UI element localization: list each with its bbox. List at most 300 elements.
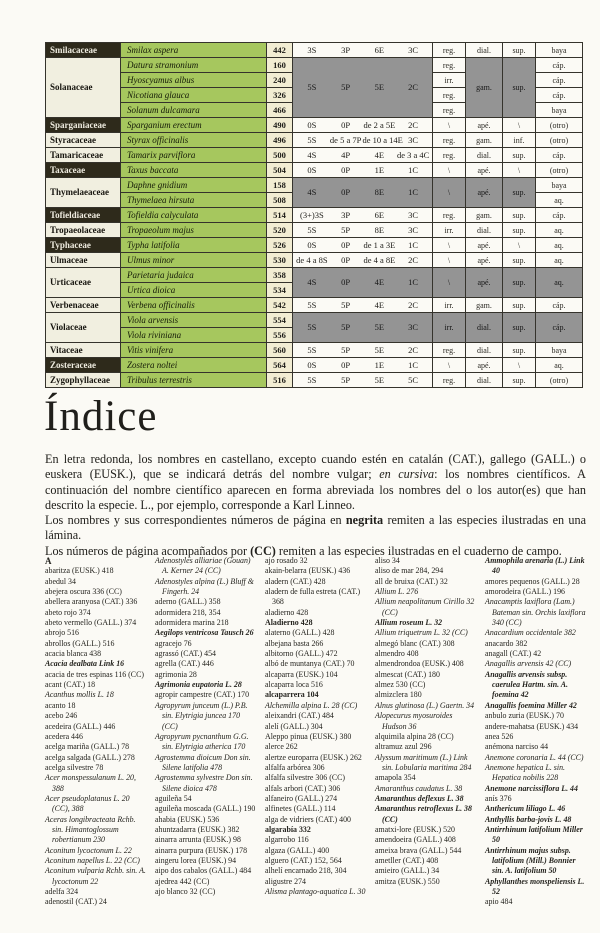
family-cell: Zosteraceae bbox=[46, 358, 121, 373]
index-entry: amores pequenos (GALL.) 28 bbox=[485, 576, 580, 586]
symmetry-cell: \ bbox=[433, 163, 466, 178]
index-entry: Amaranthus deflexus L. 38 bbox=[375, 793, 464, 803]
table-row bbox=[46, 298, 583, 313]
species-name-cell: Smilax aspera bbox=[121, 43, 267, 58]
intro-paragraph bbox=[45, 452, 586, 513]
fruit-cell: cáp. bbox=[536, 208, 583, 223]
intro-text-run: remiten a las especies ilustradas en el cuaderno de campo. bbox=[275, 543, 562, 558]
fruit-cell: cáp. bbox=[536, 88, 583, 103]
index-entry: amitza (EUSK.) 550 bbox=[375, 876, 440, 886]
floral-e-value: 1E bbox=[374, 359, 385, 370]
floral-c-value: 1C bbox=[408, 239, 419, 250]
index-entry: acelga salgada (GALL.) 278 bbox=[45, 752, 135, 762]
index-entry: aladern (CAT.) 428 bbox=[265, 576, 326, 586]
floral-c-value: 1C bbox=[408, 359, 419, 370]
page-number-cell: 500 bbox=[267, 148, 293, 163]
floral-formula-cell bbox=[293, 208, 433, 223]
index-entry: all de bruixa (CAT.) 32 bbox=[375, 576, 448, 586]
index-entry: Anemone hepatica L. sin. Hepatica nobilis 228 bbox=[485, 762, 565, 783]
floral-c-value: 2C bbox=[408, 119, 419, 130]
ovary-cell: sup. bbox=[503, 223, 536, 238]
floral-p-value: 5P bbox=[341, 322, 351, 332]
index-entry: almescat (CAT.) 180 bbox=[375, 669, 440, 679]
floral-p-value: 5P bbox=[341, 82, 351, 92]
floral-c-value: 1C bbox=[408, 277, 419, 287]
floral-c-value: 2C bbox=[408, 254, 419, 265]
index-entry: abeto vermello (GALL.) 374 bbox=[45, 618, 137, 628]
index-intro bbox=[45, 452, 586, 559]
family-cell: Tropaeolaceae bbox=[46, 223, 121, 238]
index-entry: Anemone coronaria L. 44 (CC) bbox=[485, 752, 584, 762]
corolla-cell: apé. bbox=[466, 268, 503, 298]
floral-p-value: de 5 a 7P bbox=[329, 134, 362, 145]
index-entry: Agropyrum pycnanthum G.G. sin. Elytrigia atherica 170 bbox=[155, 731, 249, 752]
index-entry: alertze europarra (EUSK.) 262 bbox=[265, 752, 362, 762]
floral-c-value: 2C bbox=[408, 344, 419, 355]
symmetry-cell: reg. bbox=[433, 58, 466, 73]
corolla-cell: apé. bbox=[466, 238, 503, 253]
index-entry: alfalfa silvestre 306 (CC) bbox=[265, 773, 345, 783]
index-entry: Aconitum vulparia Rchb. sin. A. lycoctonum 22 bbox=[45, 866, 146, 886]
floral-p-value: 0P bbox=[341, 239, 351, 250]
family-cell: Sparganiaceae bbox=[46, 118, 121, 133]
index-entry: aderno (GALL.) 358 bbox=[155, 597, 221, 607]
index-entry: aliso de mar 284, 294 bbox=[375, 566, 444, 576]
index-entry: Amaranthus caudatus L. 38 bbox=[375, 783, 463, 793]
page-number-cell: 554 bbox=[267, 313, 293, 328]
page-number-cell: 240 bbox=[267, 73, 293, 88]
floral-s-value: 0S bbox=[307, 119, 317, 130]
index-entry: acedeira (GALL.) 446 bbox=[45, 721, 116, 731]
families-table-wrap bbox=[45, 42, 582, 388]
floral-e-value: 6E bbox=[374, 44, 385, 55]
corolla-cell: apé. bbox=[466, 118, 503, 133]
floral-s-value: 5S bbox=[307, 224, 317, 235]
floral-s-value: 0S bbox=[307, 359, 317, 370]
corolla-cell: apé. bbox=[466, 163, 503, 178]
index-entry: algaza (GALL.) 400 bbox=[265, 845, 330, 855]
index-entry: aliso 34 bbox=[375, 556, 400, 565]
floral-formula-cell bbox=[293, 163, 433, 178]
index-entry: alaterno (GALL.) 428 bbox=[265, 628, 335, 638]
fruit-cell: baya bbox=[536, 178, 583, 193]
symmetry-cell: \ bbox=[433, 268, 466, 298]
index-column-4 bbox=[375, 556, 477, 887]
index-entry: adenostil (CAT.) 24 bbox=[45, 897, 107, 907]
ovary-cell: sup. bbox=[503, 148, 536, 163]
intro-paragraph bbox=[45, 513, 586, 544]
floral-formula-cell bbox=[293, 238, 433, 253]
floral-s-value: 5S bbox=[307, 299, 317, 310]
ovary-cell: sup. bbox=[503, 343, 536, 358]
index-entry: abellera aranyosa (CAT.) 336 bbox=[45, 597, 138, 607]
family-cell: Tofieldiaceae bbox=[46, 208, 121, 223]
index-entry: anagall (CAT.) 42 bbox=[485, 649, 542, 659]
page-number-cell: 514 bbox=[267, 208, 293, 223]
floral-formula-cell bbox=[293, 178, 433, 208]
ovary-cell: sup. bbox=[503, 268, 536, 298]
species-name-cell: Solanum dulcamara bbox=[121, 103, 267, 118]
corolla-cell: dial. bbox=[466, 313, 503, 343]
symmetry-cell: reg. bbox=[433, 343, 466, 358]
index-entry: Anacardium occidentale 382 bbox=[485, 628, 576, 638]
intro-text-run: en cursiva bbox=[379, 467, 435, 482]
index-entry: acacia blanca 438 bbox=[45, 649, 102, 659]
floral-s-value: de 4 a 8S bbox=[296, 254, 328, 265]
symmetry-cell: \ bbox=[433, 178, 466, 208]
floral-c-value: 3C bbox=[408, 44, 419, 55]
floral-s-value: 5S bbox=[307, 322, 317, 332]
symmetry-cell: reg. bbox=[433, 373, 466, 388]
symmetry-cell: \ bbox=[433, 118, 466, 133]
index-entry: Aconitum lycoctonum L. 22 bbox=[45, 845, 132, 855]
floral-formula-cell bbox=[293, 268, 433, 298]
index-entry: aligustre 274 bbox=[265, 876, 306, 886]
symmetry-cell: irr. bbox=[433, 73, 466, 88]
index-column-5 bbox=[485, 556, 587, 908]
species-name-cell: Thymelaea hirsuta bbox=[121, 193, 267, 208]
family-cell: Typhaceae bbox=[46, 238, 121, 253]
index-entry: Allium triquetrum L. 32 (CC) bbox=[375, 628, 468, 638]
species-name-cell: Tropaeolum majus bbox=[121, 223, 267, 238]
floral-e-value: 4E bbox=[374, 299, 385, 310]
index-entry: abrollos (GALL.) 516 bbox=[45, 638, 115, 648]
corolla-cell: dial. bbox=[466, 148, 503, 163]
species-name-cell: Parietaria judaica bbox=[121, 268, 267, 283]
index-entry: ainarra purpura (EUSK.) 178 bbox=[155, 845, 248, 855]
floral-c-value: 2C bbox=[408, 82, 419, 92]
floral-s-value: 5S bbox=[307, 134, 317, 145]
index-entry: Anemone narcissiflora L. 44 bbox=[485, 783, 578, 793]
symmetry-cell: irr. bbox=[433, 223, 466, 238]
species-name-cell: Verbena officinalis bbox=[121, 298, 267, 313]
intro-text-run: Los números de página acompañados por bbox=[45, 543, 251, 558]
index-entry: albó de muntanya (CAT.) 70 bbox=[265, 659, 355, 669]
index-entry: alfals arbori (CAT.) 306 bbox=[265, 783, 341, 793]
index-column-3 bbox=[265, 556, 367, 897]
fruit-cell: aq. bbox=[536, 268, 583, 298]
floral-e-value: 1E bbox=[374, 164, 385, 175]
intro-text-run: Los nombres y sus correspondientes números de página en bbox=[45, 513, 346, 528]
intro-text-run: : los nombres científicos. A continuación del nombre científico aparecen en forma abreviada los nombres del o los autor(es) que han descrito la especie. L., por ejemplo, corresponde a Karl Linneo. bbox=[45, 467, 586, 512]
index-entry: akain-belarra (EUSK.) 436 bbox=[265, 566, 351, 576]
floral-c-value: 3C bbox=[408, 224, 419, 235]
floral-p-value: 3P bbox=[341, 44, 351, 55]
index-entry: anea 526 bbox=[485, 731, 514, 741]
floral-s-value: 4S bbox=[307, 277, 317, 287]
index-entry: abejera oscura 336 (CC) bbox=[45, 587, 122, 597]
index-entry: agrassó (CAT.) 454 bbox=[155, 649, 216, 659]
floral-p-value: 5P bbox=[341, 299, 351, 310]
index-entry: Alnus glutinosa (L.) Gaertn. 34 bbox=[375, 700, 475, 710]
table-row bbox=[46, 133, 583, 148]
index-entry: Agrostemma sylvestre Don sin. Silene dioica 478 bbox=[155, 773, 253, 793]
family-cell: Urticaceae bbox=[46, 268, 121, 298]
family-cell: Verbenaceae bbox=[46, 298, 121, 313]
index-entry: Aconitum napellus L. 22 (CC) bbox=[45, 855, 140, 865]
index-entry: alerce 262 bbox=[265, 742, 298, 752]
index-entry: ajedrea 442 (CC) bbox=[155, 876, 210, 886]
corolla-cell: apé. bbox=[466, 358, 503, 373]
index-entry: alcaparra (EUSK.) 104 bbox=[265, 669, 338, 679]
page-number-cell: 504 bbox=[267, 163, 293, 178]
index-entry: Anthericum liliago L. 46 bbox=[485, 804, 566, 814]
ovary-cell: sup. bbox=[503, 298, 536, 313]
fruit-cell: cáp. bbox=[536, 313, 583, 343]
floral-p-value: 0P bbox=[341, 359, 351, 370]
families-table-body bbox=[46, 43, 583, 388]
floral-s-value: 5S bbox=[307, 344, 317, 355]
floral-p-value: 5P bbox=[341, 344, 351, 355]
page-number-cell: 466 bbox=[267, 103, 293, 118]
fruit-cell: (otro) bbox=[536, 373, 583, 388]
index-entry: acelga silvestre 78 bbox=[45, 762, 104, 772]
floral-s-value: 4S bbox=[307, 149, 317, 160]
page-number-cell: 496 bbox=[267, 133, 293, 148]
table-row bbox=[46, 223, 583, 238]
table-row bbox=[46, 238, 583, 253]
ovary-cell: \ bbox=[503, 358, 536, 373]
fruit-cell: baya bbox=[536, 43, 583, 58]
floral-c-value: 1C bbox=[408, 164, 419, 175]
index-entry: Anthyllis barba-jovis L. 48 bbox=[485, 814, 572, 824]
floral-e-value: 6E bbox=[374, 209, 385, 220]
floral-p-value: 5P bbox=[341, 374, 351, 385]
families-table bbox=[45, 42, 583, 388]
floral-c-value: 2C bbox=[408, 299, 419, 310]
page-number-cell: 534 bbox=[267, 283, 293, 298]
index-entry: Aladierno 428 bbox=[265, 618, 313, 628]
index-entry: acebo 246 bbox=[45, 711, 78, 721]
floral-formula-cell bbox=[293, 253, 433, 268]
index-entry: Acer monspessulanum L. 20, 388 bbox=[45, 773, 136, 793]
index-entry: almegó blanc (CAT.) 308 bbox=[375, 638, 455, 648]
fruit-cell: aq. bbox=[536, 238, 583, 253]
floral-formula-cell bbox=[293, 58, 433, 118]
index-columns bbox=[45, 556, 587, 908]
index-entry: Aceras longibracteata Rchb. sin. Himantoglossum robertianum 230 bbox=[45, 814, 136, 845]
index-entry: anémona narciso 44 bbox=[485, 742, 549, 752]
family-cell: Smilacaceae bbox=[46, 43, 121, 58]
index-column-1 bbox=[45, 556, 147, 908]
floral-formula-cell bbox=[293, 118, 433, 133]
species-name-cell: Styrax officinalis bbox=[121, 133, 267, 148]
index-entry: agrella (CAT.) 446 bbox=[155, 659, 214, 669]
symmetry-cell: irr. bbox=[433, 313, 466, 343]
family-cell: Tamaricaceae bbox=[46, 148, 121, 163]
index-entry: ametller (CAT.) 408 bbox=[375, 855, 439, 865]
page-number-cell: 560 bbox=[267, 343, 293, 358]
fruit-cell: aq. bbox=[536, 223, 583, 238]
index-entry: Anacamptis laxiflora (Lam.) Bateman sin. Orchis laxiflora 340 (CC) bbox=[485, 597, 586, 628]
symmetry-cell: irr. bbox=[433, 298, 466, 313]
ovary-cell: sup. bbox=[503, 208, 536, 223]
floral-p-value: 5P bbox=[341, 224, 351, 235]
ovary-cell: sup. bbox=[503, 178, 536, 208]
floral-formula-cell bbox=[293, 358, 433, 373]
corolla-cell: dial. bbox=[466, 373, 503, 388]
family-cell: Zygophyllaceae bbox=[46, 373, 121, 388]
index-entry: abedul 34 bbox=[45, 576, 76, 586]
index-entry: adormidera marina 218 bbox=[155, 618, 229, 628]
index-entry: ahabia (EUSK.) 536 bbox=[155, 814, 220, 824]
index-entry: Acacia dealbata Link 16 bbox=[45, 659, 125, 669]
species-name-cell: Viola riviniana bbox=[121, 328, 267, 343]
index-entry: aleixandri (CAT.) 484 bbox=[265, 711, 334, 721]
symmetry-cell: reg. bbox=[433, 103, 466, 118]
family-cell: Ulmaceae bbox=[46, 253, 121, 268]
index-entry: almizclera 180 bbox=[375, 690, 422, 700]
index-entry: abaritza (EUSK.) 418 bbox=[45, 566, 114, 576]
symmetry-cell: reg. bbox=[433, 88, 466, 103]
symmetry-cell: \ bbox=[433, 253, 466, 268]
index-entry: alquimila alpina 28 (CC) bbox=[375, 731, 454, 741]
index-entry: alelí (GALL.) 304 bbox=[265, 721, 323, 731]
floral-s-value: 0S bbox=[307, 239, 317, 250]
index-entry: Adenostyles alliariae (Gouan) A. Kerner 24 (CC) bbox=[155, 556, 251, 576]
fruit-cell: aq. bbox=[536, 253, 583, 268]
index-entry: acacia de tres espinas 116 (CC) bbox=[45, 669, 144, 679]
index-entry: adormidera 218, 354 bbox=[155, 607, 221, 617]
floral-s-value: 4S bbox=[307, 187, 317, 197]
index-entry: Amaranthus retroflexus L. 38 (CC) bbox=[375, 804, 472, 824]
species-name-cell: Vitis vinifera bbox=[121, 343, 267, 358]
floral-s-value: (3+)3S bbox=[300, 209, 324, 220]
floral-e-value: 8E bbox=[374, 224, 385, 235]
index-entry: acant (CAT.) 18 bbox=[45, 680, 96, 690]
index-entry: alhelí encarnado 218, 304 bbox=[265, 866, 347, 876]
index-entry: apio 484 bbox=[485, 897, 513, 907]
index-entry: amorodeira (GALL.) 196 bbox=[485, 587, 565, 597]
index-entry: anbulo zuria (EUSK.) 70 bbox=[485, 711, 564, 721]
page-number-cell: 358 bbox=[267, 268, 293, 283]
table-row bbox=[46, 343, 583, 358]
index-entry: Alopecurus myosuroides Hudson 36 bbox=[375, 711, 453, 731]
index-entry: alcaparra loca 516 bbox=[265, 680, 323, 690]
index-entry: Agrostemma dioicum Don sin. Silene latifolia 478 bbox=[155, 752, 251, 772]
floral-p-value: 0P bbox=[341, 164, 351, 175]
index-entry: almez 530 (CC) bbox=[375, 680, 426, 690]
table-row bbox=[46, 208, 583, 223]
index-entry: Acanthus mollis L. 18 bbox=[45, 690, 114, 700]
species-name-cell: Viola arvensis bbox=[121, 313, 267, 328]
index-entry: Acer pseudoplatanus L. 20 (CC), 388 bbox=[45, 793, 130, 814]
floral-p-value: 0P bbox=[341, 187, 351, 197]
table-row bbox=[46, 373, 583, 388]
symmetry-cell: reg. bbox=[433, 208, 466, 223]
index-entry: aladern de fulla estreta (CAT.) 368 bbox=[265, 587, 361, 607]
index-title: Índice bbox=[44, 393, 158, 440]
fruit-cell: cáp. bbox=[536, 148, 583, 163]
index-entry: abeto rojo 374 bbox=[45, 607, 91, 617]
index-entry: alga de vidriers (CAT.) 400 bbox=[265, 814, 351, 824]
floral-e-value: 5E bbox=[374, 82, 385, 92]
ovary-cell: \ bbox=[503, 118, 536, 133]
index-entry: aladierno 428 bbox=[265, 607, 309, 617]
intro-text-run: (CC) bbox=[250, 543, 276, 558]
index-entry: amendoeira (GALL.) 408 bbox=[375, 835, 456, 845]
fruit-cell: baya bbox=[536, 103, 583, 118]
fruit-cell: (otro) bbox=[536, 133, 583, 148]
symmetry-cell: \ bbox=[433, 358, 466, 373]
index-entry: adelfa 324 bbox=[45, 887, 79, 896]
corolla-cell: gam. bbox=[466, 58, 503, 118]
index-entry: ajo blanco 32 (CC) bbox=[155, 887, 216, 896]
index-entry: aguileña 54 bbox=[155, 793, 192, 803]
species-name-cell: Daphne gnidium bbox=[121, 178, 267, 193]
fruit-cell: baya bbox=[536, 343, 583, 358]
index-column-2 bbox=[155, 556, 257, 897]
table-row bbox=[46, 163, 583, 178]
floral-c-value: 1C bbox=[408, 187, 419, 197]
table-row bbox=[46, 268, 583, 283]
floral-c-value: de 3 a 4C bbox=[396, 149, 430, 160]
species-name-cell: Sparganium erectum bbox=[121, 118, 267, 133]
index-entry: Agrimonia eupatoria L. 28 bbox=[155, 680, 242, 690]
fruit-cell: aq. bbox=[536, 358, 583, 373]
index-entry: Anagallis foemina Miller 42 bbox=[485, 700, 577, 710]
index-entry: Alyssum maritimum (L.) Link sin. Lobularia maritima 284 bbox=[375, 752, 472, 772]
index-entry: agracejo 76 bbox=[155, 638, 192, 648]
page-number-cell: 530 bbox=[267, 253, 293, 268]
ovary-cell: inf. bbox=[503, 133, 536, 148]
table-row bbox=[46, 178, 583, 193]
index-entry: abrojo 516 bbox=[45, 628, 79, 638]
symmetry-cell: reg. bbox=[433, 133, 466, 148]
index-entry: Adenostyles alpina (L.) Bluff & Fingerh. 24 bbox=[155, 576, 254, 597]
index-entry: acedera 446 bbox=[45, 731, 83, 741]
floral-e-value: 8E bbox=[374, 187, 385, 197]
floral-p-value: 3P bbox=[341, 209, 351, 220]
index-letter-header: A bbox=[45, 556, 52, 566]
index-entry: algarrobo 116 bbox=[265, 835, 309, 845]
floral-s-value: 5S bbox=[307, 374, 317, 385]
index-entry: alguero (CAT.) 152, 564 bbox=[265, 855, 342, 865]
family-cell: Vitaceae bbox=[46, 343, 121, 358]
floral-formula-cell bbox=[293, 343, 433, 358]
species-name-cell: Nicotiana glauca bbox=[121, 88, 267, 103]
index-entry: almendro 408 bbox=[375, 649, 419, 659]
index-entry: Aleppo pinua (EUSK.) 380 bbox=[265, 731, 352, 741]
species-name-cell: Tofieldia calyculata bbox=[121, 208, 267, 223]
ovary-cell: \ bbox=[503, 238, 536, 253]
fruit-cell: (otro) bbox=[536, 118, 583, 133]
ovary-cell: sup. bbox=[503, 253, 536, 268]
page-number-cell: 564 bbox=[267, 358, 293, 373]
index-entry: andere-mahatsa (EUSK.) 434 bbox=[485, 721, 579, 731]
page-number-cell: 526 bbox=[267, 238, 293, 253]
page-number-cell: 160 bbox=[267, 58, 293, 73]
floral-formula-cell bbox=[293, 133, 433, 148]
symmetry-cell: reg. bbox=[433, 43, 466, 58]
floral-c-value: 3C bbox=[408, 134, 419, 145]
floral-formula-cell bbox=[293, 43, 433, 58]
intro-text-run: En letra redonda, los nombres en castellano, excepto cuando estén en catalán (CAT.), gallego (GALL.) o euskera (EUSK.), que se indicará detrás del nombre vulgar; bbox=[45, 452, 586, 482]
floral-e-value: de 4 a 8E bbox=[363, 254, 396, 265]
species-name-cell: Tribulus terrestris bbox=[121, 373, 267, 388]
page-number-cell: 520 bbox=[267, 223, 293, 238]
index-entry: Anagallis arvensis 42 (CC) bbox=[485, 659, 572, 669]
index-entry: amatxi-lore (EUSK.) 520 bbox=[375, 824, 455, 834]
index-entry: amapola 354 bbox=[375, 773, 416, 783]
fruit-cell: cáp. bbox=[536, 298, 583, 313]
index-entry: alfinetes (GALL.) 114 bbox=[265, 804, 336, 814]
family-cell: Styracaceae bbox=[46, 133, 121, 148]
page-number-cell: 542 bbox=[267, 298, 293, 313]
corolla-cell: dial. bbox=[466, 43, 503, 58]
floral-s-value: 0S bbox=[307, 164, 317, 175]
species-name-cell: Tamarix parviflora bbox=[121, 148, 267, 163]
